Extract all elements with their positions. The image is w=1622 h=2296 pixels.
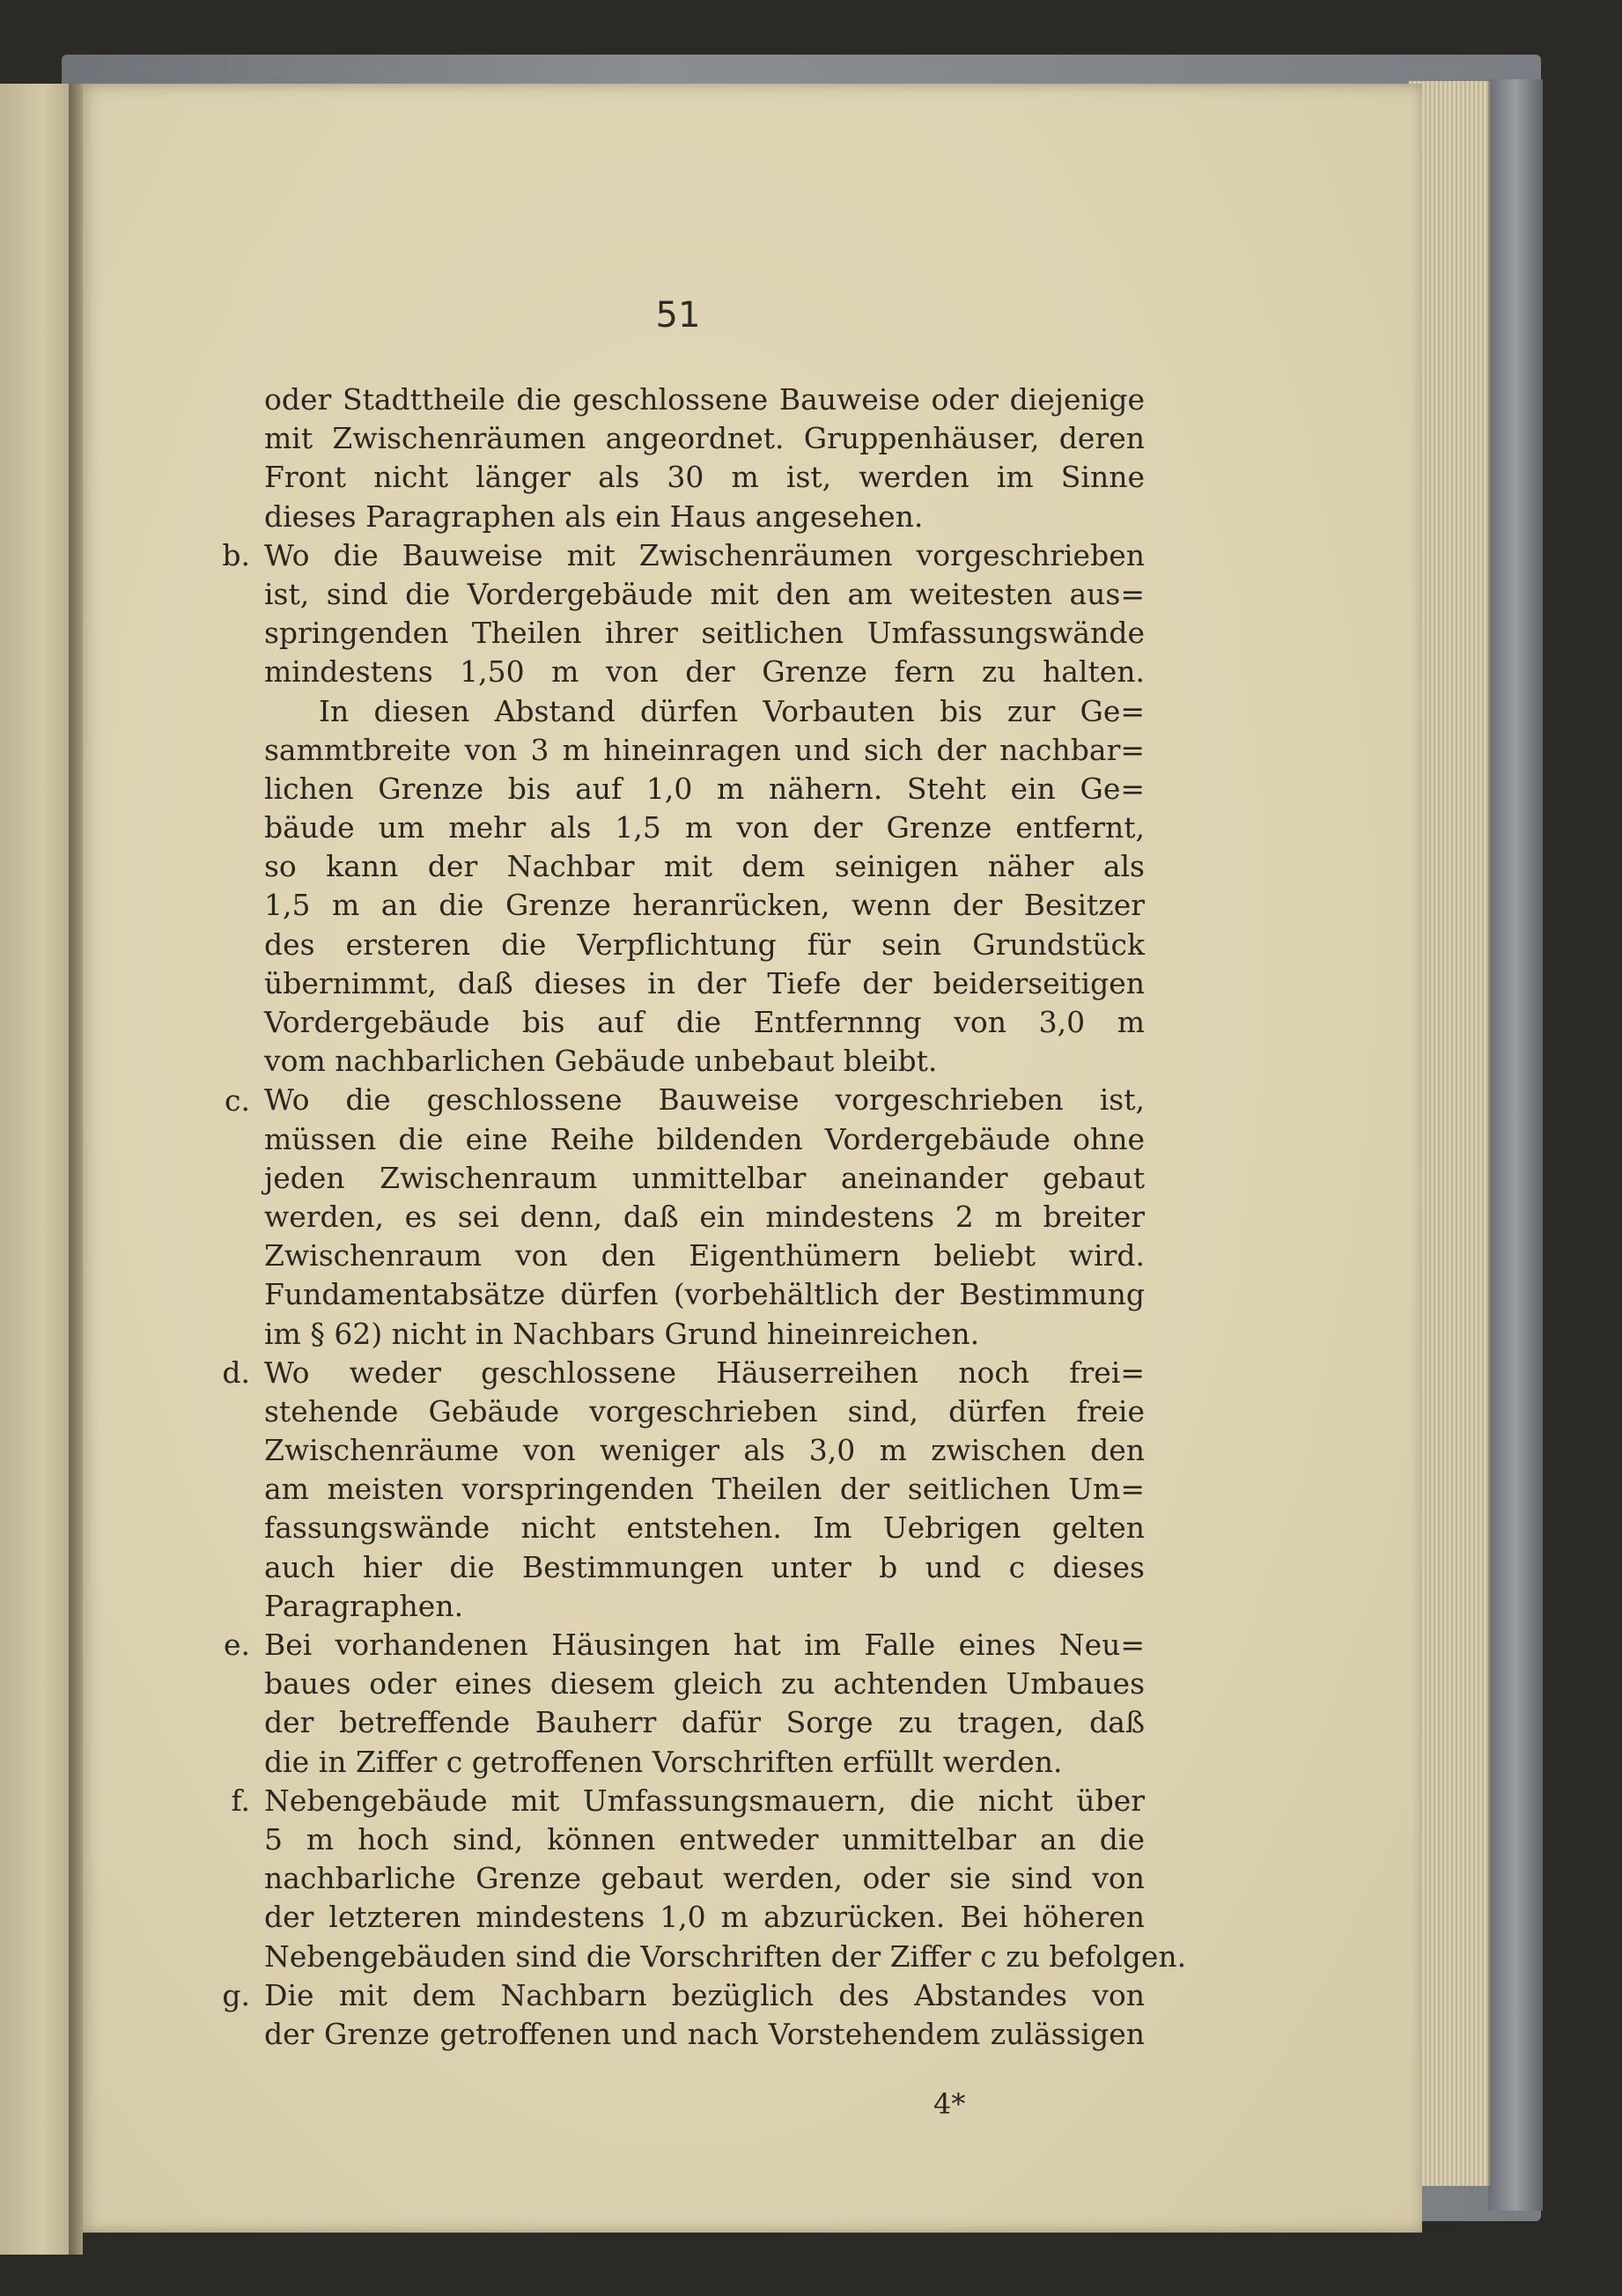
text-line: Bei vorhandenen Häusingen hat im Falle eines Neu=	[264, 1628, 1145, 1662]
text-line: der letzteren mindestens 1,0 m abzurücken. Bei höheren	[264, 1900, 1145, 1935]
text-line: die in Ziffer c getroffenen Vorschriften erfüllt werden.	[264, 1744, 1063, 1779]
text-line: Fundamentabsätze dürfen (vorbehältlich der Bestimmung	[264, 1277, 1145, 1312]
text-line: auch hier die Bestimmungen unter b und c dieses	[264, 1549, 1145, 1584]
text-line: baues oder eines diesem gleich zu achtenden Umbaues	[264, 1666, 1145, 1702]
text-line: Nebengebäuden sind die Vorschriften der Ziffer c zu befolgen.	[264, 1938, 1187, 1974]
paragraph-marker: f.	[231, 1783, 250, 1819]
text-line: des ersteren die Verpflichtung für sein Grundstück	[264, 927, 1145, 962]
text-line: übernimmt, daß dieses in der Tiefe der beiderseitigen	[264, 965, 1145, 1000]
text-line: Zwischenraum von den Eigenthümern beliebt wird.	[264, 1238, 1145, 1274]
text-line: 1,5 m an die Grenze heranrücken, wenn der Besitzer	[264, 888, 1145, 923]
body-text	[264, 380, 1187, 2054]
text-line: fassungswände nicht entstehen. Im Uebrigen gelten	[264, 1510, 1145, 1546]
facing-page	[0, 84, 74, 2255]
sheet-signature: 4*	[933, 2087, 966, 2121]
text-line: der Grenze getroffenen und nach Vorstehendem zulässigen	[264, 2016, 1145, 2051]
text-line: lichen Grenze bis auf 1,0 m nähern. Steht ein Ge=	[264, 771, 1145, 806]
book-gutter	[69, 84, 83, 2255]
text-line: mit Zwischenräumen angeordnet. Gruppenhäuser, deren	[264, 421, 1145, 456]
text-line: Nebengebäude mit Umfassungsmauern, die nicht über	[264, 1783, 1145, 1818]
text-line: sammtbreite von 3 m hineinragen und sich der nachbar=	[264, 732, 1145, 767]
text-line: am meisten vorspringenden Theilen der seitlichen Um=	[264, 1472, 1145, 1507]
text-line: Wo die Bauweise mit Zwischenräumen vorgeschrieben	[264, 537, 1145, 572]
text-line: Vordergebäude bis auf die Entfernnng von 3,0 m	[264, 1005, 1145, 1039]
text-line: jeden Zwischenraum unmittelbar aneinander gebaut	[264, 1160, 1145, 1195]
text-line: müssen die eine Reihe bildenden Vordergebäude ohne	[264, 1121, 1145, 1156]
text-line: im § 62) nicht in Nachbars Grund hineinreichen.	[264, 1316, 980, 1351]
paragraph-marker: b.	[222, 537, 250, 572]
text-line: Paragraphen.	[264, 1588, 464, 1623]
text-line: springenden Theilen ihrer seitlichen Umfassungswände	[264, 616, 1145, 651]
text-line: Wo die geschlossene Bauweise vorgeschrieben ist,	[264, 1082, 1145, 1118]
text-line: nachbarliche Grenze gebaut werden, oder sie sind von	[264, 1861, 1145, 1896]
paragraph-marker: c.	[225, 1082, 250, 1118]
text-line: der betreffende Bauherr dafür Sorge zu tragen, daß	[264, 1705, 1145, 1740]
text-line: Wo weder geschlossene Häuserreihen noch frei=	[264, 1355, 1145, 1390]
text-line: Front nicht länger als 30 m ist, werden im Sinne	[264, 460, 1145, 495]
text-line: dieses Paragraphen als ein Haus angesehen.	[264, 498, 924, 534]
text-line: Die mit dem Nachbarn bezüglich des Abstandes von	[264, 1977, 1145, 2012]
text-line: mindestens 1,50 m von der Grenze fern zu halten.	[264, 654, 1145, 690]
text-line: werden, es sei denn, daß ein mindestens 2 m breiter	[264, 1199, 1145, 1234]
paragraph-marker: d.	[222, 1355, 250, 1390]
text-line: stehende Gebäude vorgeschrieben sind, dürfen freie	[264, 1393, 1145, 1429]
text-line: ist, sind die Vordergebäude mit den am weitesten aus=	[264, 576, 1145, 611]
paragraph-marker: e.	[223, 1628, 250, 1663]
text-line: In diesen Abstand dürfen Vorbauten bis zur Ge=	[319, 693, 1145, 728]
page-number: 51	[655, 295, 701, 336]
text-line: bäude um mehr als 1,5 m von der Grenze entfernt,	[264, 810, 1145, 845]
paragraph-marker: g.	[222, 1978, 250, 2013]
text-line: Zwischenräume von weniger als 3,0 m zwischen den	[264, 1433, 1145, 1468]
text-line: so kann der Nachbar mit dem seinigen näher als	[264, 849, 1145, 884]
text-line: 5 m hoch sind, können entweder unmittelbar an die	[264, 1821, 1145, 1857]
text-line: vom nachbarlichen Gebäude unbebaut bleibt.	[264, 1044, 938, 1079]
text-line: oder Stadttheile die geschlossene Bauweise oder diejenige	[264, 382, 1145, 417]
cover-edge	[1488, 79, 1543, 2211]
